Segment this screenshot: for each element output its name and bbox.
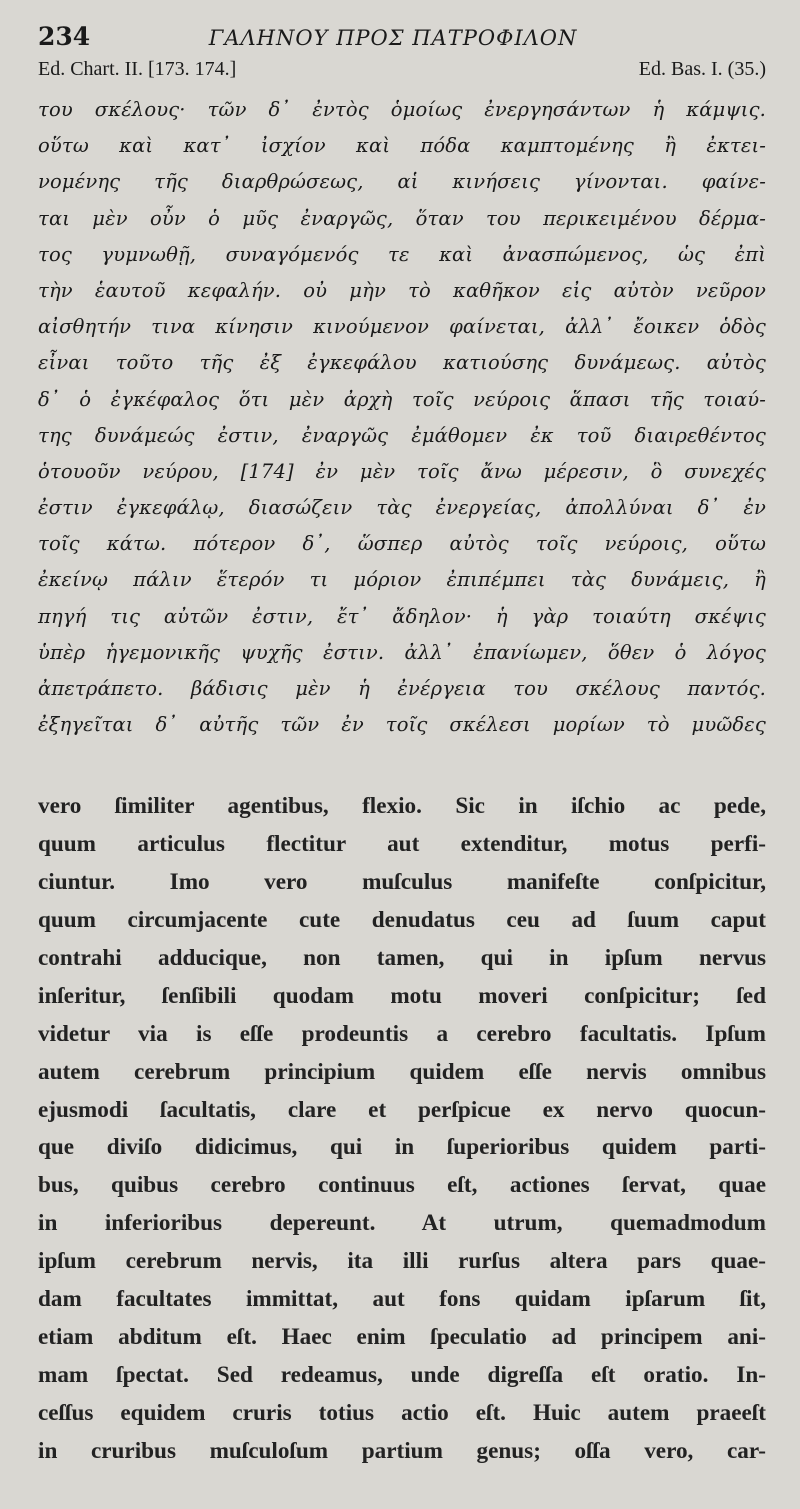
latin-line: contrahi adducique, non tamen, qui in ipſum nervus [38,944,766,971]
latin-line: que diviſo didicimus, qui in ſuperioribus quidem parti- [38,1134,766,1161]
greek-text-block [38,92,766,743]
latin-line: bus, quibus cerebro continuus eſt, actiones ſervat, quae [38,1172,766,1199]
greek-line: ἀπετράπετο. βάδισις μὲν ἡ ἐνέργεια του σκέλους παντός. [38,677,766,700]
greek-line: ἐξηγεῖται δ᾽ αὐτῆς τῶν ἐν τοῖς σκέλεσι μορίων τὸ μυῶδες [38,713,766,737]
greek-line: εἶναι τοῦτο τῆς ἐξ ἐγκεφάλου κατιούσης δυνάμεως. αὐτὸς [38,351,766,375]
latin-line: ceſſus equidem cruris totius actio eſt. Huic autem praeeſt [38,1399,766,1426]
page-number: 234 [38,22,91,51]
greek-line: ται μὲν οὖν ὁ μῦς ἐναργῶς, ὅταν του περικειμένου δέρμα- [38,206,766,230]
latin-line: ipſum cerebrum nervis, ita illi rurſus altera pars quae- [38,1248,766,1275]
latin-line: inſeritur, ſenſibili quodam motu moveri conſpicitur; ſed [38,982,766,1009]
greek-line: ὁτουοῦν νεύρου, [174] ἐν μὲν τοῖς ἄνω μέρεσιν, ὃ συνεχές [38,459,766,483]
latin-line: etiam abditum eſt. Haec enim ſpeculatio ad principem ani- [38,1323,766,1350]
edition-reference-right: Ed. Bas. I. (35.) [638,58,766,80]
running-title: ΓΑΛΗΝΟΥ ΠΡΟΣ ΠΑΤΡΟΦΙΛΟΝ [208,26,578,50]
latin-line: quum circumjacente cute denudatus ceu ad ſuum caput [38,907,766,934]
greek-line: δ᾽ ὁ ἐγκέφαλος ὅτι μὲν ἀρχὴ τοῖς νεύροις ἅπασι τῆς τοιαύ- [38,387,766,411]
greek-line: ἐστιν ἐγκεφάλῳ, διασώζειν τὰς ἐνεργείας, ἀπολλύναι δ᾽ ἐν [38,496,766,520]
greek-line: οὕτω καὶ κατ᾽ ἰσχίον καὶ πόδα καμπτομένης ἢ ἐκτει- [38,134,766,158]
latin-line: dam facultates immittat, aut fons quidam ipſarum ſit, [38,1285,766,1312]
latin-line: in inferioribus depereunt. At utrum, quemadmodum [38,1210,766,1237]
latin-line: ejusmodi ſacultatis, clare et perſpicue ex nervo quocun- [38,1096,766,1123]
greek-line: πηγή τις αὐτῶν ἐστιν, ἔτ᾽ ἄδηλον· ἡ γὰρ τοιαύτη σκέψις [38,604,766,628]
greek-line: τὴν ἑαυτοῦ κεφαλήν. οὐ μὴν τὸ καθῆκον εἰς αὐτὸν νεῦρον [38,278,766,302]
greek-line: ἐκείνῳ πάλιν ἕτερόν τι μόριον ἐπιπέμπει τὰς δυνάμεις, ἢ [38,568,766,592]
latin-line: vero ſimiliter agentibus, flexio. Sic in iſchio ac pede, [38,793,766,820]
greek-line: ὑπὲρ ἡγεμονικῆς ψυχῆς ἐστιν. ἀλλ᾽ ἐπανίωμεν, ὅθεν ὁ λόγος [38,640,766,664]
latin-line: videtur via is eſſe prodeuntis a cerebro facultatis. Ipſum [38,1020,766,1047]
latin-text-block [38,787,766,1469]
greek-line: τοῖς κάτω. πότερον δ᾽, ὥσπερ αὐτὸς τοῖς νεύροις, οὕτω [38,532,766,556]
greek-line: αἰσθητήν τινα κίνησιν κινούμενον φαίνεται, ἀλλ᾽ ἔοικεν ὁδὸς [38,315,766,339]
running-head [38,22,766,58]
latin-line: ciuntur. Imo vero muſculus manifeſte conſpicitur, [38,869,766,896]
latin-line: in cruribus muſculoſum partium genus; oſſa vero, car- [38,1437,766,1464]
latin-line: autem cerebrum principium quidem eſſe nervis omnibus [38,1058,766,1085]
edition-reference-left: Ed. Chart. II. [173. 174.] [38,58,237,80]
greek-line: τος γυμνωθῇ, συναγόμενός τε καὶ ἀνασπώμενος, ὡς ἐπὶ [38,242,766,266]
latin-line: mam ſpectat. Sed redeamus, unde digreſſa eſt oratio. In- [38,1361,766,1388]
greek-line: νομένης τῆς διαρθρώσεως, αἱ κινήσεις γίνονται. φαίνε- [38,170,766,194]
latin-line: quum articulus flectitur aut extenditur, motus perfi- [38,831,766,858]
greek-line: της δυνάμεώς ἐστιν, ἐναργῶς ἐμάθομεν ἐκ τοῦ διαιρεθέντος [38,423,766,447]
edition-reference-line [38,58,766,92]
greek-line: του σκέλους· τῶν δ᾽ ἐντὸς ὁμοίως ἐνεργησάντων ἡ κάμψις. [38,98,766,121]
